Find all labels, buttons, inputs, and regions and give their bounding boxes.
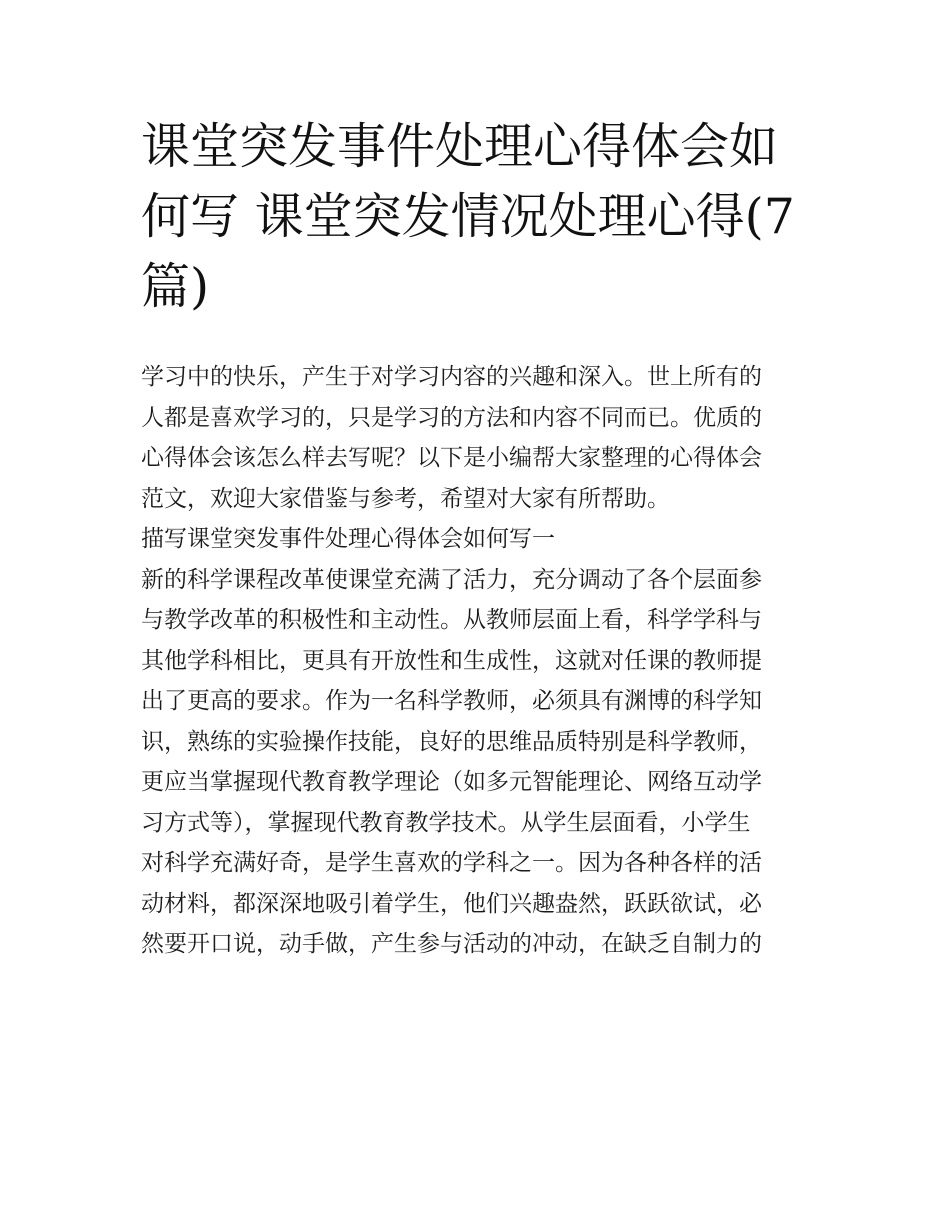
intro-line-2: 人都是喜欢学习的，只是学习的方法和内容不同而已。优质的: [141, 404, 762, 431]
paragraph-line-8: 对科学充满好奇，是学生喜欢的学科之一。因为各种各样的活: [141, 850, 762, 876]
paragraph-line-9: 动材料，都深深地吸引着学生，他们兴趣盎然，跃跃欲试，必: [141, 890, 762, 917]
document-title: [141, 112, 811, 322]
paragraph-line-5: 识，熟练的实验操作技能，良好的思维品质特别是科学教师，: [141, 728, 762, 755]
intro-line-3: 心得体会该怎么样去写呢？以下是小编帮大家整理的心得体会: [141, 445, 762, 471]
paragraph-line-1: 新的科学课程改革使课堂充满了活力，充分调动了各个层面参: [141, 566, 762, 593]
title-line-1: 课堂突发事件处理心得体会如: [141, 118, 779, 175]
document-body: [141, 357, 821, 965]
paragraph-line-6: 更应当掌握现代教育教学理论（如多元智能理论、网络互动学: [141, 769, 762, 795]
paragraph-line-7: 习方式等），掌握现代教育教学技术。从学生层面看，小学生: [141, 809, 751, 836]
paragraph-line-4: 出了更高的要求。作为一名科学教师，必须具有渊博的科学知: [141, 688, 762, 714]
intro-line-1: 学习中的快乐，产生于对学习内容的兴趣和深入。世上所有的: [141, 364, 762, 390]
paragraph-line-2: 与教学改革的积极性和主动性。从教师层面上看，科学学科与: [141, 607, 762, 633]
section-heading: 描写课堂突发事件处理心得体会如何写一: [141, 526, 555, 552]
intro-line-4: 范文，欢迎大家借鉴与参考，希望对大家有所帮助。: [141, 485, 670, 512]
paragraph-line-3: 其他学科相比，更具有开放性和生成性，这就对任课的教师提: [141, 647, 762, 674]
title-line-2: 何写 课堂突发情况处理心得(7: [141, 188, 795, 245]
paragraph-line-10: 然要开口说，动手做，产生参与活动的冲动，在缺乏自制力的: [141, 931, 762, 957]
title-line-3: 篇): [141, 258, 210, 315]
